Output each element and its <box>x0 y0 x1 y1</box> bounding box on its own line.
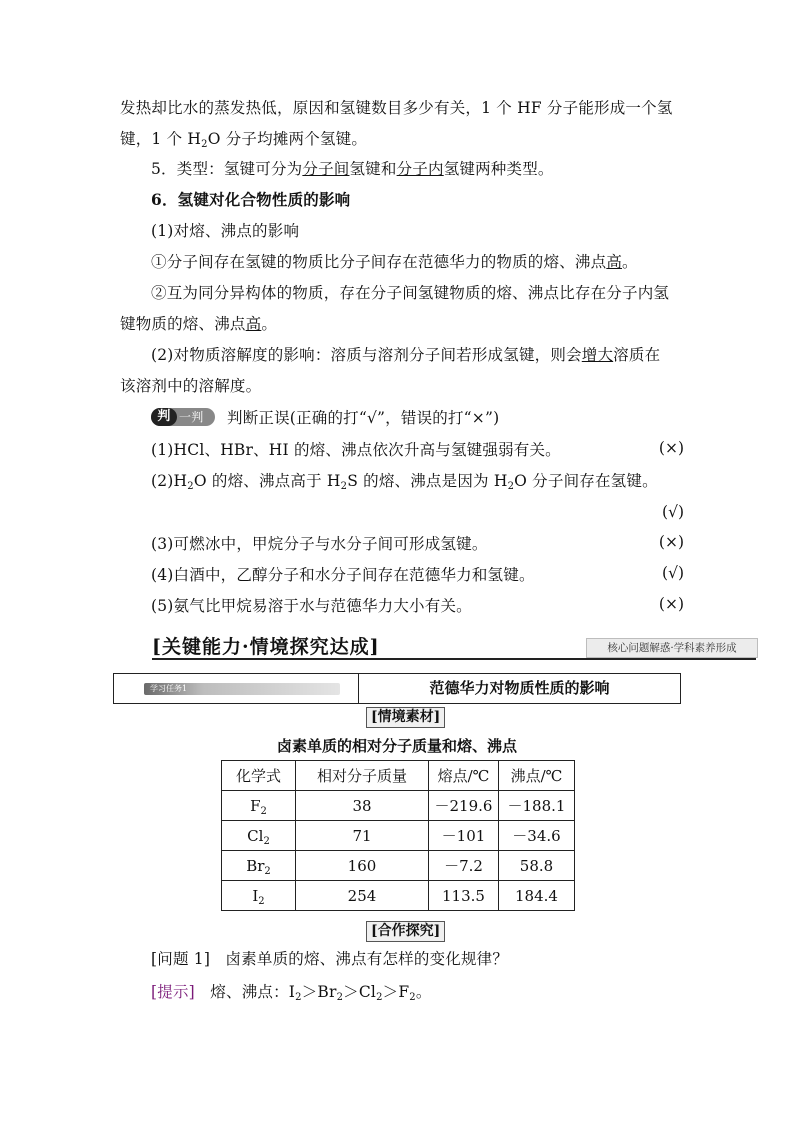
cell-boiling-point: －188.1 <box>499 791 575 821</box>
header-molar-mass: 相对分子质量 <box>296 761 429 791</box>
question-line: [问题 1] 卤素单质的熔、沸点有怎样的变化规律？ <box>151 950 509 968</box>
judge-item: (3)可燃冰中，甲烷分子与水分子间可形成氢键。 <box>151 535 488 553</box>
cell-boiling-point: 58.8 <box>499 851 575 881</box>
section-title: [关键能力·情境探究达成] <box>152 636 380 658</box>
judge-item: (4)白酒中，乙醇分子和水分子间存在范德华力和氢键。 <box>151 566 535 584</box>
cell-melting-point: －101 <box>429 821 499 851</box>
cell-formula: $Cl_2$ <box>222 821 296 851</box>
table-title: 卤素单质的相对分子质量和熔、沸点 <box>276 737 517 755</box>
paragraph-line: 发热却比水的蒸发热低，原因和氢键数目多少有关，1 个 HF 分子能形成一个氢 <box>120 99 673 117</box>
label-material: [情境素材] <box>366 707 445 728</box>
judge-item: (5)氨气比甲烷易溶于水与范德华力大小有关。 <box>151 597 472 615</box>
table-row <box>222 791 575 821</box>
cell-formula: $F_2$ <box>222 791 296 821</box>
judge-mark: (×) <box>658 439 684 457</box>
table-row <box>222 851 575 881</box>
paragraph-line: 该溶剂中的溶解度。 <box>120 377 262 395</box>
cell-molar-mass: 71 <box>296 821 429 851</box>
paragraph-line: ①分子间存在氢键的物质比分子间存在范德华力的物质的熔、沸点高。 <box>151 253 638 271</box>
section-divider <box>152 658 756 660</box>
hydrogen-bond-types: 5．类型：氢键可分为分子间氢键和分子内氢键两种类型。 <box>151 160 554 178</box>
label-explore: [合作探究] <box>366 921 445 942</box>
halogen-table <box>221 760 575 911</box>
judge-mark: (×) <box>658 533 684 551</box>
paragraph-line: (2)对物质溶解度的影响：溶质与溶剂分子间若形成氢键，则会增大溶质在 <box>151 346 661 364</box>
task-badge: 学习任务1 <box>144 683 340 695</box>
header-melting-point: 熔点/℃ <box>429 761 499 791</box>
hint-line: [提示] 熔、沸点：$I_2>Br_2>Cl_2>F_2$。 <box>151 983 432 1003</box>
judge-mark: (√) <box>662 503 684 521</box>
table-header-row <box>222 761 575 791</box>
judge-mark: (×) <box>658 595 684 613</box>
task-title: 范德华力对物质性质的影响 <box>429 679 610 697</box>
cell-melting-point: －7.2 <box>429 851 499 881</box>
table-row <box>222 881 575 911</box>
task-header <box>113 673 681 704</box>
judge-item: (1)HCl、HBr、HI 的熔、沸点依次升高与氢键强弱有关。 <box>151 441 561 459</box>
paragraph-line: ②互为同分异构体的物质，存在分子间氢键物质的熔、沸点比存在分子内氢 <box>151 284 670 302</box>
cell-boiling-point: －34.6 <box>499 821 575 851</box>
header-formula: 化学式 <box>222 761 296 791</box>
judge-mark: (√) <box>662 564 684 582</box>
paragraph-line: 键，1 个 $H_2O$ 分子均摊两个氢键。 <box>120 130 368 150</box>
header-boiling-point: 沸点/℃ <box>499 761 575 791</box>
cell-formula: $I_2$ <box>222 881 296 911</box>
subheading: (1)对熔、沸点的影响 <box>151 222 300 240</box>
judge-badge-icon: 判 一判 <box>151 408 215 426</box>
cell-melting-point: 113.5 <box>429 881 499 911</box>
cell-melting-point: －219.6 <box>429 791 499 821</box>
cell-molar-mass: 38 <box>296 791 429 821</box>
cell-molar-mass: 254 <box>296 881 429 911</box>
section-tag: 核心问题解惑·学科素养形成 <box>586 638 758 658</box>
subheading: 6．氢键对化合物性质的影响 <box>151 190 351 209</box>
cell-boiling-point: 184.4 <box>499 881 575 911</box>
cell-formula: $Br_2$ <box>222 851 296 881</box>
judge-instruction: 判 一判 判断正误(正确的打“√”，错误的打“×”) <box>151 407 499 429</box>
hint-label: [提示] <box>151 983 195 1001</box>
cell-molar-mass: 160 <box>296 851 429 881</box>
table-row <box>222 821 575 851</box>
judge-item: $(2)H_2O$ 的熔、沸点高于 $H_2S$ 的熔、沸点是因为 $H_2O$ 分子间存在氢键。 <box>151 472 658 492</box>
paragraph-line: 键物质的熔、沸点高。 <box>120 315 278 333</box>
